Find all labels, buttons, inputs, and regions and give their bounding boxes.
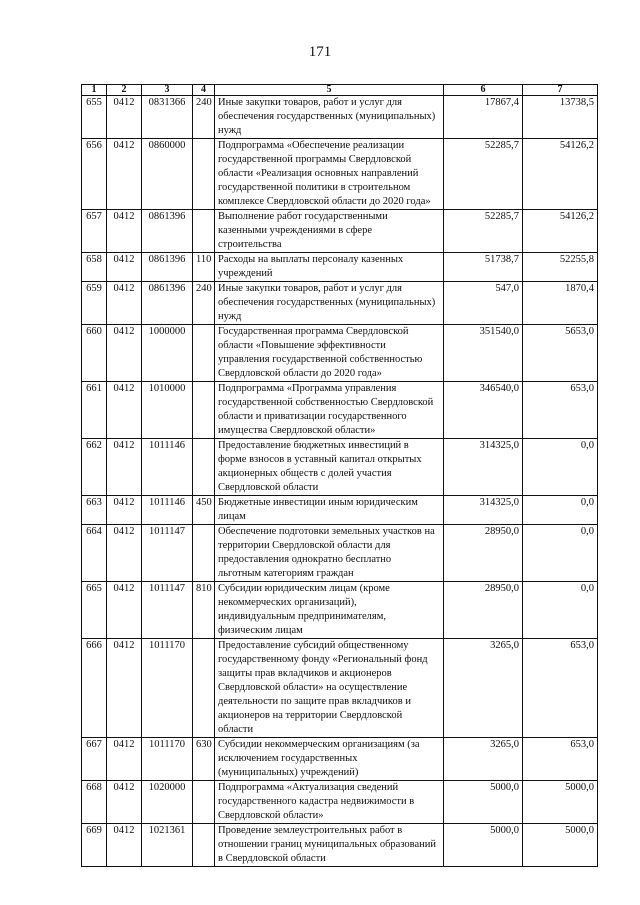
row-number: 661 xyxy=(82,382,107,439)
description-line: государственному фонду «Региональный фонд xyxy=(218,654,428,665)
row-number: 665 xyxy=(82,582,107,639)
table-row xyxy=(82,253,598,282)
section-code: 0412 xyxy=(107,253,142,282)
section-code: 0412 xyxy=(107,282,142,325)
page-number: 171 xyxy=(308,44,332,60)
expense-type-code: 110 xyxy=(193,253,215,282)
header-col-6: 6 xyxy=(444,85,523,96)
header-col-4: 4 xyxy=(193,85,215,96)
description xyxy=(215,496,444,525)
description-line: в Свердловской области xyxy=(218,853,326,864)
description-line: предоставления однократно бесплатно xyxy=(218,554,392,565)
amount-col-6: 3265,0 xyxy=(444,639,523,738)
description-line: Проведение землеустроительных работ в xyxy=(218,825,403,836)
row-number: 656 xyxy=(82,139,107,210)
description-line: управления государственной собственностью xyxy=(218,354,423,365)
amount-col-7: 0,0 xyxy=(523,496,598,525)
row-number: 660 xyxy=(82,325,107,382)
description-line: государственной собственностью Свердловской xyxy=(218,397,434,408)
table-body xyxy=(82,96,598,867)
amount-col-7: 54126,2 xyxy=(523,139,598,210)
table-row xyxy=(82,325,598,382)
expense-type-code xyxy=(193,525,215,582)
description-line: области «Реализация основных направлений xyxy=(218,168,419,179)
description-line: исключением государственных xyxy=(218,753,358,764)
description xyxy=(215,639,444,738)
section-code: 0412 xyxy=(107,781,142,824)
row-number: 664 xyxy=(82,525,107,582)
amount-col-6: 3265,0 xyxy=(444,738,523,781)
description-line: области и приватизации государственного xyxy=(218,411,407,422)
description-line: территории Свердловской области для xyxy=(218,540,391,551)
amount-col-7: 5653,0 xyxy=(523,325,598,382)
description-line: государственного кадастра недвижимости в xyxy=(218,796,415,807)
table-row xyxy=(82,139,598,210)
amount-col-7: 1870,4 xyxy=(523,282,598,325)
header-col-3: 3 xyxy=(142,85,193,96)
description-line: казенными учреждениями в сфере xyxy=(218,225,372,236)
description xyxy=(215,781,444,824)
table-row xyxy=(82,639,598,738)
description-line: Иные закупки товаров, работ и услуг для xyxy=(218,283,402,294)
section-code: 0412 xyxy=(107,210,142,253)
target-code: 1020000 xyxy=(142,781,193,824)
target-code: 1011170 xyxy=(142,738,193,781)
header-col-5: 5 xyxy=(215,85,444,96)
description-line: некоммерческих организаций), xyxy=(218,597,357,608)
description xyxy=(215,439,444,496)
amount-col-6: 52285,7 xyxy=(444,210,523,253)
description xyxy=(215,325,444,382)
target-code: 0861396 xyxy=(142,210,193,253)
table-row xyxy=(82,96,598,139)
target-code: 1011146 xyxy=(142,496,193,525)
description xyxy=(215,282,444,325)
description-line: Иные закупки товаров, работ и услуг для xyxy=(218,97,402,108)
description-line: обеспечения государственных (муниципальных) xyxy=(218,297,436,308)
header-row xyxy=(82,85,598,96)
row-number: 659 xyxy=(82,282,107,325)
description xyxy=(215,139,444,210)
amount-col-6: 547,0 xyxy=(444,282,523,325)
description-line: Предоставление бюджетных инвестиций в xyxy=(218,440,409,451)
amount-col-7: 54126,2 xyxy=(523,210,598,253)
description xyxy=(215,582,444,639)
description-line: Свердловской области xyxy=(218,482,319,493)
description-line: обеспечения государственных (муниципальных) xyxy=(218,111,436,122)
expense-type-code xyxy=(193,781,215,824)
description-line: имущества Свердловской области» xyxy=(218,425,376,436)
description-line: Подпрограмма «Актуализация сведений xyxy=(218,782,399,793)
amount-col-7: 653,0 xyxy=(523,738,598,781)
description-line: Субсидии некоммерческим организациям (за xyxy=(218,739,420,750)
amount-col-7: 0,0 xyxy=(523,525,598,582)
description-line: Предоставление субсидий общественному xyxy=(218,640,409,651)
expense-type-code xyxy=(193,824,215,867)
amount-col-6: 28950,0 xyxy=(444,582,523,639)
description xyxy=(215,738,444,781)
table-row xyxy=(82,282,598,325)
description xyxy=(215,253,444,282)
target-code: 0860000 xyxy=(142,139,193,210)
expense-type-code xyxy=(193,382,215,439)
description-line: области xyxy=(218,724,254,735)
table-row xyxy=(82,582,598,639)
row-number: 663 xyxy=(82,496,107,525)
description-line: (муниципальных) учреждений) xyxy=(218,767,359,778)
description xyxy=(215,382,444,439)
description-line: государственной программы Свердловской xyxy=(218,154,412,165)
description-line: Расходы на выплаты персоналу казенных xyxy=(218,254,404,265)
target-code: 0861396 xyxy=(142,253,193,282)
budget-table xyxy=(81,84,598,867)
description-line: Свердловской области» на осуществление xyxy=(218,682,408,693)
section-code: 0412 xyxy=(107,325,142,382)
description-line: акционерных обществ с долей участия xyxy=(218,468,392,479)
description-line: защиты прав вкладчиков и акционеров xyxy=(218,668,392,679)
section-code: 0412 xyxy=(107,824,142,867)
description-line: Субсидии юридическим лицам (кроме xyxy=(218,583,390,594)
amount-col-6: 51738,7 xyxy=(444,253,523,282)
target-code: 1011147 xyxy=(142,525,193,582)
description-line: нужд xyxy=(218,125,242,136)
amount-col-7: 653,0 xyxy=(523,639,598,738)
expense-type-code: 240 xyxy=(193,96,215,139)
amount-col-6: 351540,0 xyxy=(444,325,523,382)
target-code: 0861396 xyxy=(142,282,193,325)
description xyxy=(215,96,444,139)
amount-col-6: 5000,0 xyxy=(444,824,523,867)
description-line: Выполнение работ государственными xyxy=(218,211,388,222)
description-line: Свердловской области до 2020 года» xyxy=(218,368,382,379)
description-line: Подпрограмма «Программа управления xyxy=(218,383,397,394)
table-row xyxy=(82,382,598,439)
section-code: 0412 xyxy=(107,639,142,738)
table-row xyxy=(82,525,598,582)
expense-type-code xyxy=(193,639,215,738)
table-row xyxy=(82,496,598,525)
section-code: 0412 xyxy=(107,582,142,639)
description-line: индивидуальным предпринимателям, xyxy=(218,611,386,622)
description-line: физическим лицам xyxy=(218,625,303,636)
section-code: 0412 xyxy=(107,139,142,210)
row-number: 668 xyxy=(82,781,107,824)
description-line: Государственная программа Свердловской xyxy=(218,326,409,337)
row-number: 667 xyxy=(82,738,107,781)
section-code: 0412 xyxy=(107,439,142,496)
table-row xyxy=(82,781,598,824)
description-line: форме взносов в уставный капитал открытых xyxy=(218,454,422,465)
description-line: лицам xyxy=(218,511,246,522)
amount-col-6: 52285,7 xyxy=(444,139,523,210)
amount-col-6: 5000,0 xyxy=(444,781,523,824)
section-code: 0412 xyxy=(107,496,142,525)
row-number: 658 xyxy=(82,253,107,282)
description-line: области «Повышение эффективности xyxy=(218,340,386,351)
amount-col-7: 13738,5 xyxy=(523,96,598,139)
expense-type-code xyxy=(193,439,215,496)
section-code: 0412 xyxy=(107,738,142,781)
expense-type-code xyxy=(193,210,215,253)
expense-type-code: 810 xyxy=(193,582,215,639)
amount-col-7: 0,0 xyxy=(523,439,598,496)
description-line: акционеров на территории Свердловской xyxy=(218,710,403,721)
table-row xyxy=(82,738,598,781)
amount-col-6: 314325,0 xyxy=(444,439,523,496)
amount-col-7: 5000,0 xyxy=(523,781,598,824)
description xyxy=(215,525,444,582)
description-line: отношении границ муниципальных образований xyxy=(218,839,436,850)
amount-col-7: 5000,0 xyxy=(523,824,598,867)
amount-col-6: 314325,0 xyxy=(444,496,523,525)
description-line: учреждений xyxy=(218,268,273,279)
target-code: 1000000 xyxy=(142,325,193,382)
description-line: Обеспечение подготовки земельных участков на xyxy=(218,526,435,537)
amount-col-6: 346540,0 xyxy=(444,382,523,439)
row-number: 669 xyxy=(82,824,107,867)
expense-type-code: 450 xyxy=(193,496,215,525)
row-number: 657 xyxy=(82,210,107,253)
row-number: 662 xyxy=(82,439,107,496)
table-row xyxy=(82,824,598,867)
row-number: 655 xyxy=(82,96,107,139)
description-line: Свердловской области» xyxy=(218,810,324,821)
table-row xyxy=(82,210,598,253)
description-line: Подпрограмма «Обеспечение реализации xyxy=(218,140,405,151)
target-code: 1010000 xyxy=(142,382,193,439)
amount-col-7: 653,0 xyxy=(523,382,598,439)
target-code: 0831366 xyxy=(142,96,193,139)
target-code: 1021361 xyxy=(142,824,193,867)
description-line: Бюджетные инвестиции иным юридическим xyxy=(218,497,418,508)
description-line: комплексе Свердловской области до 2020 года» xyxy=(218,196,431,207)
expense-type-code: 630 xyxy=(193,738,215,781)
description xyxy=(215,824,444,867)
header-col-1: 1 xyxy=(82,85,107,96)
target-code: 1011170 xyxy=(142,639,193,738)
amount-col-7: 52255,8 xyxy=(523,253,598,282)
header-col-2: 2 xyxy=(107,85,142,96)
description-line: нужд xyxy=(218,311,242,322)
description-line: деятельности по защите прав вкладчиков и xyxy=(218,696,411,707)
description-line: государственной политики в строительном xyxy=(218,182,411,193)
target-code: 1011147 xyxy=(142,582,193,639)
amount-col-6: 28950,0 xyxy=(444,525,523,582)
section-code: 0412 xyxy=(107,96,142,139)
target-code: 1011146 xyxy=(142,439,193,496)
header-col-7: 7 xyxy=(523,85,598,96)
amount-col-6: 17867,4 xyxy=(444,96,523,139)
expense-type-code xyxy=(193,325,215,382)
amount-col-7: 0,0 xyxy=(523,582,598,639)
expense-type-code xyxy=(193,139,215,210)
expense-type-code: 240 xyxy=(193,282,215,325)
table-row xyxy=(82,439,598,496)
section-code: 0412 xyxy=(107,525,142,582)
section-code: 0412 xyxy=(107,382,142,439)
description xyxy=(215,210,444,253)
description-line: льготным категориям граждан xyxy=(218,568,354,579)
description-line: строительства xyxy=(218,239,282,250)
row-number: 666 xyxy=(82,639,107,738)
